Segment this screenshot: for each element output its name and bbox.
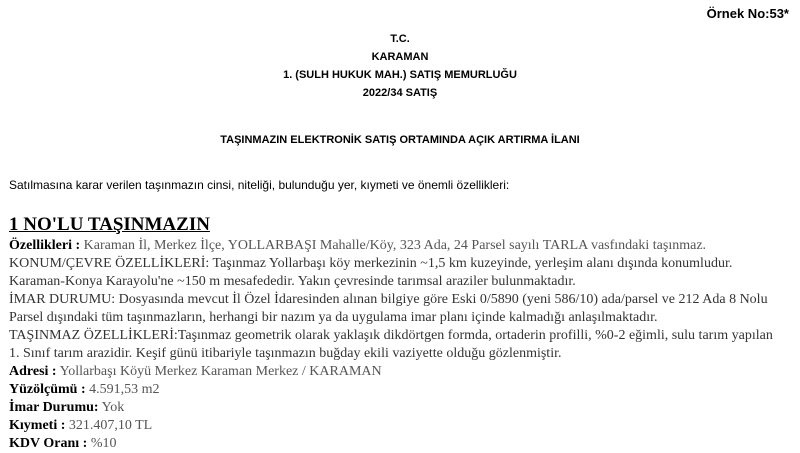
vat-value: %10 — [90, 436, 117, 451]
announcement-title: TAŞINMAZIN ELEKTRONİK SATIŞ ORTAMINDA AÇIK ARTIRMA İLANI — [220, 134, 580, 146]
zoning-status-label: İmar Durumu: — [9, 400, 99, 415]
value-value: 321.407,10 TL — [68, 418, 153, 433]
property-heading: 1 NO'LU TAŞINMAZIN — [9, 214, 210, 235]
area-value: 4.591,53 m2 — [89, 382, 160, 397]
example-number: Örnek No:53* — [706, 6, 789, 21]
address-value: Yollarbaşı Köyü Merkez Karaman Merkez / KARAMAN — [59, 364, 382, 379]
property-section — [9, 214, 784, 453]
zoning-status-value: Yok — [101, 400, 125, 415]
vat-label: KDV Oranı : — [9, 436, 88, 451]
location-paragraph: KONUM/ÇEVRE ÖZELLİKLERİ: Taşınmaz Yollarbaşı köy merkezinin ~1,5 km kuzeyinde, yerleşim alanı dışında konumludur. Karaman-Konya Karayolu'ne ~150 m mesafededir. Yakın çevresinde tarımsal araziler bulunmaktadır. — [9, 256, 733, 289]
area-line — [9, 381, 784, 399]
features-line — [9, 237, 784, 255]
header-line-city: KARAMAN — [371, 51, 429, 63]
header-line-office: 1. (SULH HUKUK MAH.) SATIŞ MEMURLUĞU — [283, 69, 517, 81]
zoning-paragraph: İMAR DURUMU: Dosyasında mevcut İl Özel İdaresinden alınan bilgiye göre Eski 0/5890 (yeni 586/10) ada/parsel ve 212 Ada 8 Nolu Parsel dışındaki tüm taşınmazların, herhangi bir nazım ya da uygulama imar planı içinde kalmadığı anlaşılmaktadır. — [9, 292, 768, 325]
features-label: Özellikleri : — [9, 238, 81, 253]
value-line — [9, 417, 784, 435]
address-line — [9, 363, 784, 381]
intro-text: Satılmasına karar verilen taşınmazın cinsi, niteliği, bulunduğu yer, kıymeti ve önemli özellikleri: — [9, 178, 510, 192]
features-value: Karaman İl, Merkez İlçe, YOLLARBAŞI Mahalle/Köy, 323 Ada, 24 Parsel sayılı TARLA vasfındaki taşınmaz. — [83, 238, 707, 253]
header-line-file-no: 2022/34 SATIŞ — [362, 87, 438, 99]
document-header — [0, 30, 800, 102]
vat-line — [9, 435, 784, 453]
value-label: Kıymeti : — [9, 418, 66, 433]
characteristics-paragraph: TAŞINMAZ ÖZELLİKLERİ:Taşınmaz geometrik olarak yaklaşık dikdörtgen formda, ortaderin profilli, %0-2 eğimli, sulu tarım yapılan 1. Sınıf tarım arazidir. Keşif günü itibariyle taşınmazın buğday ekili vaziyette olduğu gözlenmiştir. — [9, 328, 773, 361]
address-label: Adresi : — [9, 364, 57, 379]
header-line-republic: T.C. — [390, 33, 410, 45]
area-label: Yüzölçümü : — [9, 382, 86, 397]
zoning-status-line — [9, 399, 784, 417]
